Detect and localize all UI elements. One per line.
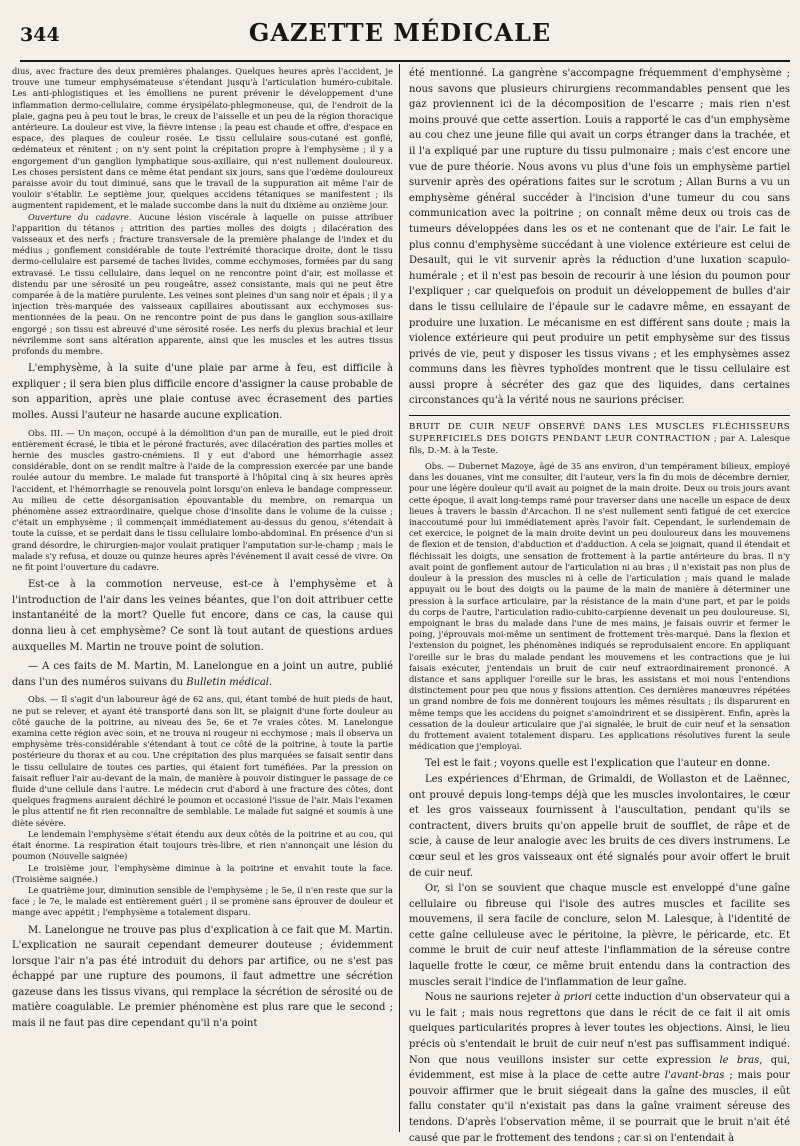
left-column <box>12 66 393 1130</box>
page-number: 344 <box>20 24 60 46</box>
left-paragraph-10: Le quatrième jour, diminution sensible de l'emphysème ; le 5e, il n'en reste que sur la face ; le 7e, le malade est entièrement guéri ; il se promène sans éprouver de douleur et mange avec appétit ; l'emphysème a totalement disparu. <box>12 884 393 918</box>
article-author: ; par A. Lalesque fils, D.-M. à la Teste. <box>409 434 790 457</box>
header-rule <box>20 60 790 62</box>
left-paragraph-obs-3: Obs. III. — Un maçon, occupé à la démolition d'un pan de muraille, eut le pied droit entièrement écrasé, le tibia et le péroné fracturés, avec dilacération des parties molles et hernie des muscles gastro-cnémiens. Il y eut d'abord une hémorrhagie assez considérable, dont on se rendit maître à l'aide de la compression exercée par une bande roulée autour du membre. Le malade fut transporté à l'hôpital cinq à six heures après l'accident, et l'hémorrhagie se renouvela point lorsqu'on enleva le bandage compresseur. Au milieu de cette désorganisation épouvantable du membre, on remarqua un phénomène assez extraordinaire, quelque chose d'insolite dans le volume de la cuisse ; c'était un emphysème ; il commençait immédiatement au-dessus du genou, s'étendait à toute la cuisse, et se perdait dans le tissu cellulaire lombo-abdominal. En présence d'un si grand désordre, le chirurgien-major voulait pratiquer l'amputation sur-le-champ ; mais le malade s'y refusa, et douze ou quinze heures après l'événement il avait cessé de vivre. On ne fit point l'ouverture du cadavre. <box>12 427 393 573</box>
section-rule <box>409 415 790 416</box>
p6-text-c: , qui, évidemment, est mise à la place de cette autre <box>409 1054 791 1082</box>
p6-text-a: Nous ne saurions rejeter <box>425 992 555 1004</box>
right-paragraph-obs: Obs. — Dubernet Mazoye, âgé de 35 ans environ, d'un tempérament bilieux, employé dans les douanes, vint me consulter, dit l'auteur, vers la fin du mois de décembre dernier, pour une légère douleur qu'il avait au poignet de la main droite. Deux ou trois jours avant cette époque, il avait long-temps ramé pour traverser dans une nacelle un espace de deux lieues à travers le bassin d'Arcachon. Il ne s'est nullement senti fatigué de cet exercice inaccoutumé pour lui immédiatement après l'avoir fait. Cependant, le surlendemain de cet exercice, le poignet de la main droite devint un peu douloureux dans les mouvemens de flexion et de tension, d'abduction et d'adduction. A cela se joignait, quand il étendait et fléchissait les doigts, une sensation de frottement à la partie antérieure du bras. Il n'y avait point de gonflement autour de l'articulation ni au bras ; il n'existait pas non plus de douleur à la pression des muscles ni à celle de l'articulation ; mais quand le malade appuyait ou le bout des doigts ou la paume de la main de manière à déterminer une pression à la surface articulaire, par la résistance de la main d'une part, et par le poids du corps de l'autre, l'articulation radio-cubito-carpienne devenait un peu douloureuse. Si, empoignant le bras du malade dans l'une de mes mains, je faisais ouvrir et fermer le poing, j'éprouvais moi-même un sentiment de frottement très-marqué. Dans la flexion et l'extension du poignet, les phénomènes indiqués se reproduisaient encore. En appliquant l'oreille sur le bras du malade pendant les mouvemens et les contractions que je lui faisais exécuter, j'entendais un bruit de cuir neuf extraordinairement prononcé. A distance et sans appliquer l'oreille sur le bras, les assistans et moi nous l'entendions distinctement pour peu que nous y fissions attention. Ces dernières manœuvres répétées un grand nombre de fois me donnèrent toujours les mêmes résultats ; ils disparurent en même temps que les accidens du poignet s'amoindrirent et se dissipèrent. Enfin, après la cessation de la douleur articulaire que j'ai signalée, le bruit de cuir neuf et la sensation du frottement avaient totalement disparu. Les applications résolutives furent la seule médication que j'employai. <box>409 461 790 752</box>
column-divider <box>399 64 400 1132</box>
lanelongue-text-b: . <box>269 676 273 688</box>
left-paragraph-5: Est-ce à la commotion nerveuse, est-ce à l'emphysème et à l'introduction de l'air dans les veines béantes, que l'on doit attribuer cette instantanéité de la mort? Quelle fut encore, dans ce cas, la cause qui donna lieu à cet emphysème? Ce sont là tout autant de questions ardues auxquelles M. Martin ne trouve point de solution. <box>12 579 393 653</box>
page-header <box>20 6 780 58</box>
left-paragraph-11: M. Lanelongue ne trouve pas plus d'explication à ce fait que M. Martin. L'explication ne saurait cependant demeurer douteuse ; évidemment lorsque l'air n'a pas été introduit du dehors par artifice, ou ne s'est pas échappé par une rupture des poumons, il faut admettre une sécrétion gazeuse dans les tissus vivans, qui remplace la sécrétion de sérosité ou de matière coagulable. Le premier phénomène est plus rare que le second ; mais il ne faut pas dire cependant qu'il n'a point <box>12 924 393 1030</box>
right-paragraph-3: Tel est le fait ; voyons quelle est l'explication que l'auteur en donne. <box>425 758 771 770</box>
left-paragraph-3: L'emphysème, à la suite d'une plaie par arme à feu, est difficile à expliquer ; il sera bien plus difficile encore d'assigner la cause probable de son apparition, après une plaie contuse avec écrasement des parties molles. Aussi l'auteur ne hasarde aucune explication. <box>12 363 393 422</box>
left-paragraph-8: Le lendemain l'emphysème s'était étendu aux deux côtés de la poitrine et au cou, qui était énorme. La respiration était toujours très-libre, et rien n'annonçait une lésion du poumon (Nouvelle saignée) <box>12 828 393 862</box>
article-heading <box>409 421 790 457</box>
right-paragraph-6 <box>409 990 790 1146</box>
p6-text-d: ; mais pour pouvoir affirmer que le bruit siégeait dans la gaîne des muscles, il eût fallu constater qu'il n'existait pas dans la gaîne vraiment séreuse des tendons. D'après l'observation même, il se pourrait que le bruit n'ait été causé que par le frottement des tendons ; car si on l'entendait à <box>409 1070 790 1144</box>
p6-text-b: cette induction d'un observateur qui a vu le fait ; mais nous regrettons que dans le récit de ce fait il ait omis quelques particularités propres à lever toutes les objections. Ainsi, le lieu précis où s'entendait le bruit de cuir neuf n'est pas suffisamment indiqué. Non que nous veuillons insister sur cette expression <box>409 992 790 1066</box>
right-paragraph-5: Or, si l'on se souvient que chaque muscle est enveloppé d'une gaîne cellulaire ou fibreuse qui l'isole des autres muscles et facilite ses mouvemens, il sera facile de conclure, selon M. Lalesque, à l'identité de cette gaîne celluleuse avec le péritoine, la plèvre, le péricarde, etc. Et comme le bruit de cuir neuf atteste l'inflammation de la séreuse contre laquelle frotte le cœur, ce même bruit entendu dans la contraction des muscles serait l'indice de l'inflammation de leur gaîne. <box>409 883 790 988</box>
left-paragraph-obs: Obs. — Il s'agit d'un laboureur âgé de 62 ans, qui, étant tombé de huit pieds de haut, ne put se relever, et ayant été transporté dans son lit, se plaignit d'une forte douleur au côté gauche de la poitrine, au niveau des 5e, 6e et 7e vraies côtes. M. Lanelongue examina cette région avec soin, et ne trouva ni rougeur ni ecchymose ; mais il observa un emphysème très-considérable s'étendant à tout ce côté de la poitrine, à toute la partie postérieure du thorax et au cou. Une crépitation des plus marquées se faisait sentir dans le tissu cellulaire de toutes ces parties, qui étaient fort tuméfiées. Par la pression on faisait refluer l'air au-devant de la main, de manière à pouvoir distinguer le passage de ce fluide d'une cellule dans l'autre. Le médecin crut d'abord à une fracture des côtes, dont quelques fragmens auraient déchiré le poumon et occasioné l'issue de l'air. Mais l'examen le plus attentif ne fit rien reconnaître de semblable. Le malade fut saigné et soumis à une diète sévère. <box>12 694 393 828</box>
left-paragraph-1: dius, avec fracture des deux premières phalanges. Quelques heures après l'accident, je trouve une tumeur emphysémateuse s'étendant jusqu'à l'articulation huméro-cubitale. Les anti-phlogistiques et les émolliens ne purent prévenir le développement d'une inflammation dermo-cellulaire, comme érysipélato-phlegmoneuse, qui, de l'endroit de la plaie, gagna peu à peu tout le bras, le creux de l'aisselle et un peu de la région thoracique antérieure. La douleur est vive, la fièvre intense : la peau est chaude et offre, d'espace en espace, des plaques de couleur rosée. Le tissu cellulaire sous-cutané est gonflé, œdémateux et rénitent ; on n'y sent point la crépitation propre à l'emphysème ; il y a engorgement d'un ganglion lymphatique sous-axillaire, qui n'est nullement douloureux. Les choses persistent dans ce même état pendant six jours, sans que l'œdème douloureux paraisse avoir du tout diminué, sans que le travail de la suppuration ait même l'air de vouloir s'établir. Le septième jour, quelques accidens tétaniques se manifestent ; ils augmentent rapidement, et le malade succombe dans la nuit du dixième au onzième jour. <box>12 66 393 211</box>
lanelongue-text-a: — A ces faits de M. Martin, M. Lanelongue en a joint un autre, publié dans l'un des numéros suivans du <box>12 661 393 688</box>
p6-italic-le-bras: le bras <box>719 1054 760 1066</box>
left-paragraph-lanelongue <box>12 659 393 690</box>
left-paragraph-autopsy <box>12 212 393 358</box>
right-paragraph-4: Les expériences d'Ehrman, de Grimaldi, de Wollaston et de Laënnec, ont prouvé depuis long-temps déjà que les muscles involontaires, le cœur et les gros vaisseaux fournissent à l'auscultation, pendant qu'ils se contractent, divers bruits qu'on appelle bruit de soufflet, de râpe et de scie, à cause de leur analogie avec les bruits de ces divers instrumens. Le cœur seul et les gros vaisseaux ont été signalés pour avoir offert le bruit de cuir neuf. <box>409 773 790 879</box>
p6-italic-a-priori: à priori <box>554 992 592 1004</box>
right-paragraph-1: été mentionné. La gangrène s'accompagne fréquemment d'emphysème ; nous savons que plusieurs chirurgiens recommandables pensent que les gaz proviennent ici de la décomposition de l'escarre ; mais rien n'est moins prouvé que cette assertion. Louis a rapporté le cas d'un emphysème au cou chez une jeune fille qui avait un corps étranger dans la trachée, et il l'a expliqué par une rupture du tissu pulmonaire ; mais c'est encore une vue de pure théorie. Nous avons vu plus d'une fois un emphysème partiel survenir après des opérations faites sur le scrotum ; Allan Burns a vu un emphysème général succéder à l'incision d'une tumeur du cou sans communication avec la poitrine ; on connaît même deux ou trois cas de tumeurs développées dans les os et ne contenant que de l'air. Le fait le plus connu d'emphysème succédant à une violence extérieure est celui de Desault, qui le vit survenir après la réduction d'une luxation scapulo-humérale ; et il n'est pas besoin de recourir à une lésion du poumon pour l'expliquer ; car quelquefois on produit un développement de bulles d'air dans le tissu cellulaire de l'épaule sur le cadavre même, en essayant de produire une luxation. Le mécanisme en est différent sans doute ; mais la violence extérieure qui peut produire un petit emphysème sur des tissus privés de vie, peut y disposer les tissus vivans ; et les emphysèmes assez communs dans les fièvres typhoïdes montrent que le tissu cellulaire est aussi propre à sécréter des gaz que des liquides, dans certaines circonstances qu'à la vérité nous ne saurions préciser. <box>409 68 790 407</box>
right-column <box>409 66 791 1144</box>
left-paragraph-9: Le troisième jour, l'emphysème diminue à la poitrine et envahit toute la face. (Troisième saignée.) <box>12 862 393 884</box>
autopsy-text: Aucune lésion viscérale à laquelle on puisse attribuer l'apparition du tétanos ; attrition des parties molles des doigts ; dilacération des vaisseaux et des nerfs ; fracture transversale de la première phalange de l'index et du médius ; gonflement considérable de toute l'extrémité thoracique droite, dont le tissu dermo-cellulaire est parsemé de taches livides, comme ecchymoses, formées par du sang extravasé. Le tissu cellulaire, dans lequel on ne rencontre point d'air, est mollasse et distendu par une sérosité un peu rougeâtre, assez consistante, mais qui ne peut être comparée à de la matière purulente. Les veines sont pleines d'un sang noir et épais ; il y a injection très-marquée des vaisseaux capillaires aboutissant aux ecchymoses sus-mentionnées de la peau. On ne rencontre point de pus dans le ganglion sous-axillaire engorgé ; son tissu est abreuvé d'une sérosité rosée. Les nerfs du plexus brachial et leur névrilemme sont sans altération apparente, ainsi que les muscles et les autres tissus profonds du membre. <box>12 211 393 357</box>
autopsy-heading: Ouverture du cadavre. <box>28 211 132 222</box>
journal-title: GAZETTE MÉDICALE <box>248 18 552 47</box>
p6-italic-avant-bras: l'avant-bras <box>664 1070 725 1082</box>
bulletin-title: Bulletin médical <box>186 676 269 688</box>
article-title: BRUIT DE CUIR NEUF OBSERVÉ DANS LES MUSCLES FLÉCHISSEURS SUPERFICIELS DES DOIGTS PENDANT LEUR CONTRACTION <box>409 422 790 445</box>
